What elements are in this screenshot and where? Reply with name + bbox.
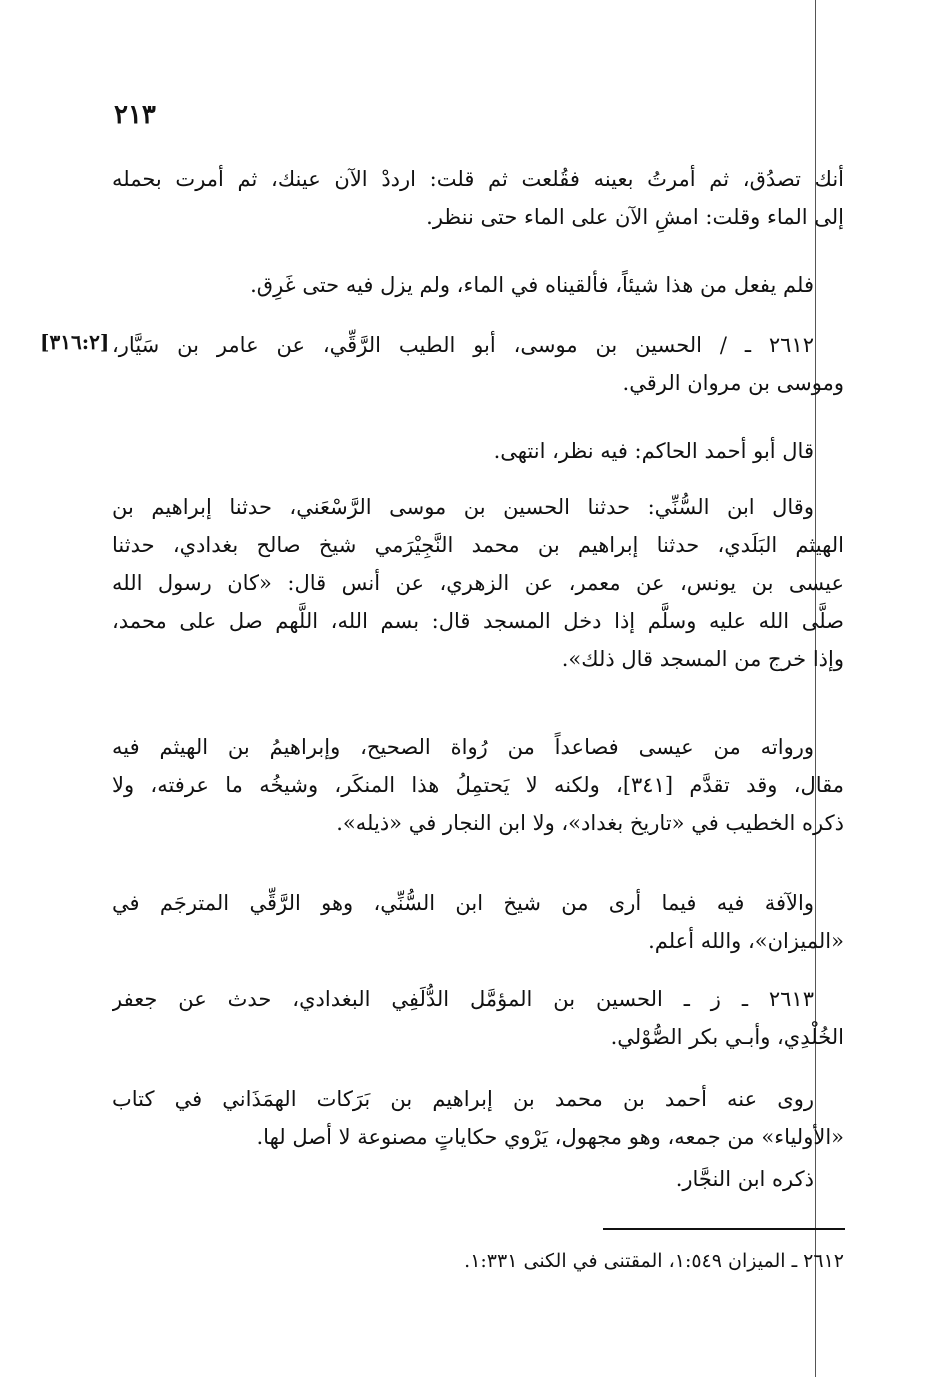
text-line: إلى الماء وقلت: امشِ الآن على الماء حتى ننظر. (426, 205, 844, 229)
text-line: الهيثم البَلَدي، حدثنا إبراهيم بن محمد النَّجِيْرَمي شيخ صالح بغدادي، حدثنا (112, 533, 844, 557)
paragraph (112, 884, 844, 960)
text-line: وقال ابن السُّنِّي: حدثنا الحسين بن موسى الرَّسْعَني، حدثنا إبراهيم بن (112, 495, 814, 519)
text-line: فلم يفعل من هذا شيئاً، فألقيناه في الماء، ولم يزل فيه حتى غَرِق. (250, 273, 814, 297)
paragraph (112, 326, 844, 402)
text-line: ٢٦١٣ ـ ز ـ الحسين بن المؤمَّل الدُّلَفِي البغدادي، حدث عن جعفر (112, 987, 814, 1011)
paragraph (112, 728, 844, 842)
text-line: أنك تصدُق، ثم أمرتُ بعينه فقُلعت ثم قلت: ارددْ الآن عينك، ثم أمرت بحمله (112, 167, 844, 191)
text-line: قال أبو أحمد الحاكم: فيه نظر، انتهى. (493, 439, 814, 463)
paragraph (112, 160, 844, 236)
paragraph (112, 266, 844, 304)
text-line: روى عنه أحمد بن محمد بن إبراهيم بن بَرَكات الهمَذَاني في كتاب (112, 1087, 814, 1111)
margin-reference: [٣١٦:٢] (40, 330, 110, 354)
text-line: والآفة فيه فيما أرى من شيخ ابن السُّنِّي، وهو الرَّقِّي المترجَم في (112, 891, 814, 915)
text-line: وإذا خرج من المسجد قال ذلك». (561, 647, 844, 671)
paragraph (112, 980, 844, 1056)
text-line: وموسى بن مروان الرقي. (622, 371, 844, 395)
footnote-separator (603, 1228, 845, 1230)
footnote: ٢٦١٢ ـ الميزان ١:٥٤٩، المقتنى في الكنى ١:٣٣١. (464, 1250, 844, 1272)
paragraph (112, 1160, 844, 1198)
paragraph (112, 1080, 844, 1156)
text-line: ٢٦١٢ ـ / الحسين بن موسى، أبو الطيب الرَّقِّي، عن عامر بن سَيَّار، (112, 333, 814, 357)
text-line: صلَّى الله عليه وسلَّم إذا دخل المسجد قال: بسم الله، اللَّهم صل على محمد، (112, 609, 844, 633)
text-line: ورواته من عيسى فصاعداً من رُواة الصحيح، وإبراهيمُ بن الهيثم فيه (112, 735, 814, 759)
text-line: «الميزان»، والله أعلم. (648, 929, 844, 953)
text-line: «الأولياء» من جمعه، وهو مجهول، يَرْوي حكاياتٍ مصنوعة لا أصل لها. (256, 1125, 844, 1149)
text-line: ذكره ابن النجَّار. (675, 1167, 814, 1191)
paragraph (112, 432, 844, 470)
text-line: عيسى بن يونس، عن معمر، عن الزهري، عن أنس قال: «كان رسول الله (112, 571, 844, 595)
page-number: ٢١٣ (114, 100, 156, 130)
text-line: مقال، وقد تقدَّم [٣٤١]، ولكنه لا يَحتمِلُ هذا المنكَر، وشيخُه ما عرفته، ولا (112, 773, 844, 797)
paragraph (112, 488, 844, 678)
text-line: الخُلْدِي، وأبـي بكر الصُّوْلي. (610, 1025, 844, 1049)
text-line: ذكره الخطيب في «تاريخ بغداد»، ولا ابن النجار في «ذيله». (336, 811, 844, 835)
